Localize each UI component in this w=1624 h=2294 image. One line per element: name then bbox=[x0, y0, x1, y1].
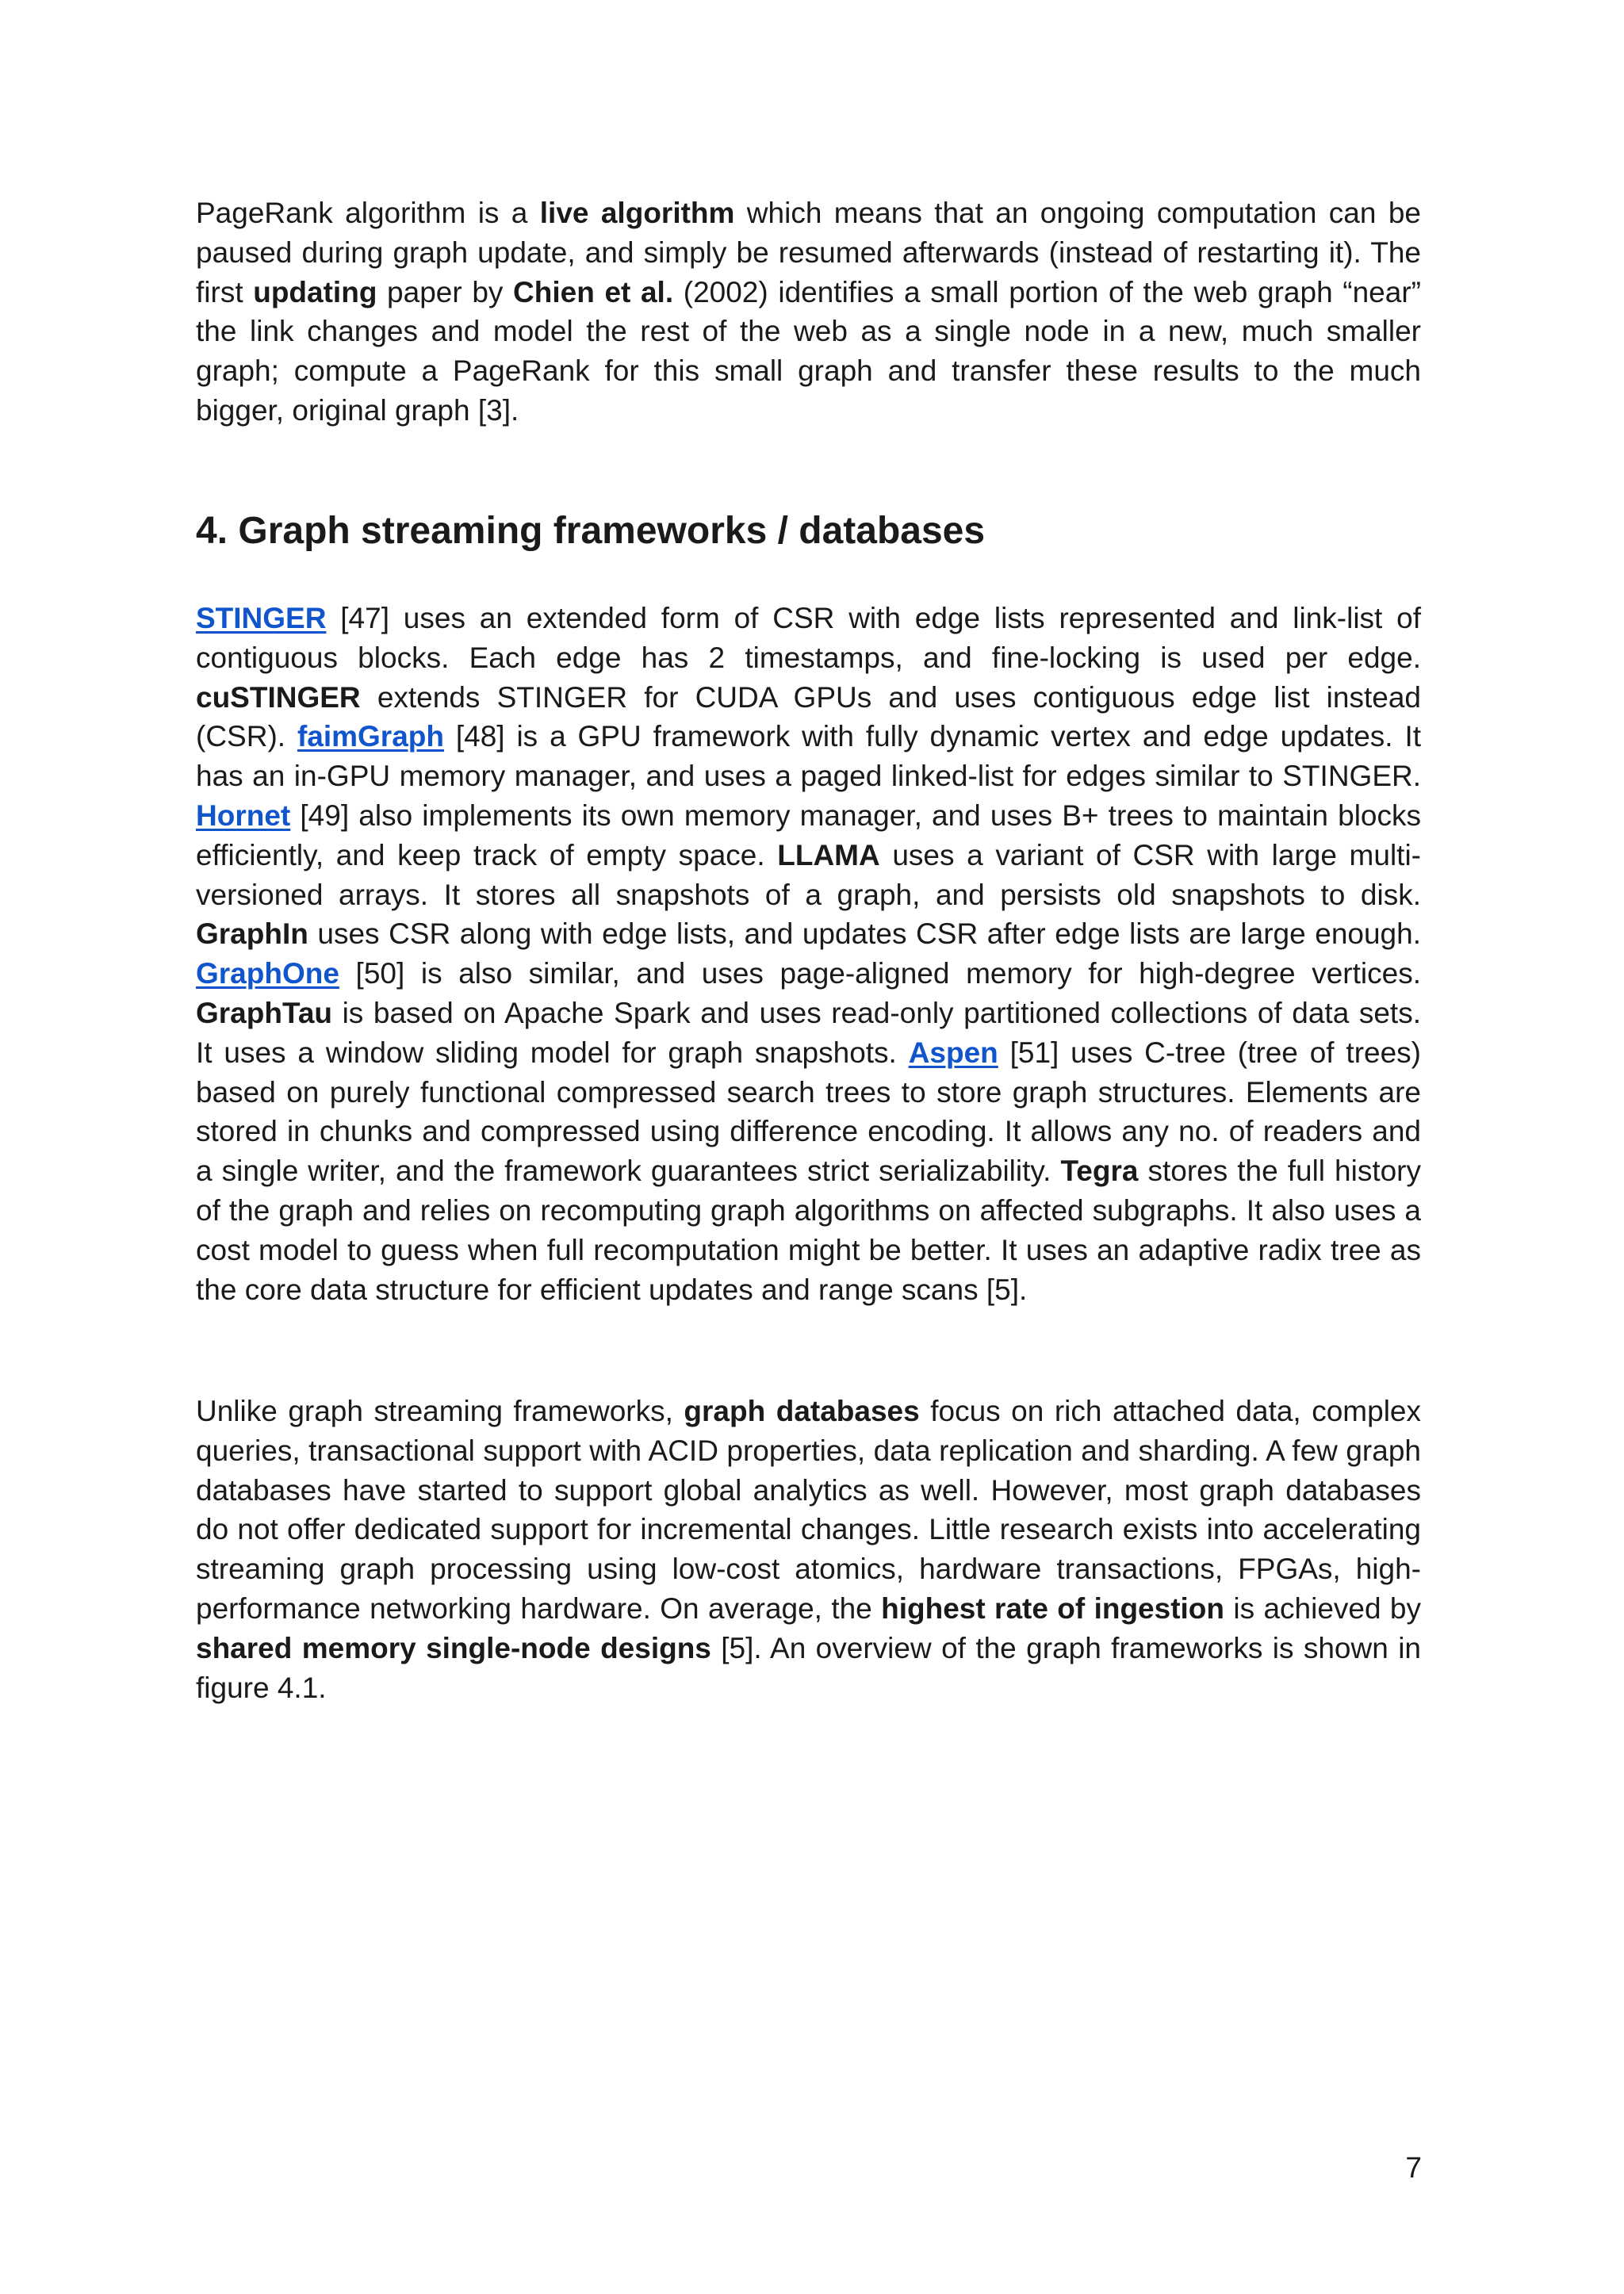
text-run: stores the full history of the graph and relies on recomputing graph algorithms on affected subgraphs. It also uses a cost model to guess when full recomputation might be better. It uses an adaptive radix tree as the core data structure for efficient updates and range scans [5]. bbox=[196, 1155, 1421, 1306]
link-aspen[interactable]: Aspen bbox=[908, 1036, 998, 1069]
section-heading: 4. Graph streaming frameworks / databases bbox=[196, 510, 986, 552]
bold-term-highest-rate: highest rate of ingestion bbox=[881, 1591, 1225, 1625]
paragraph-frameworks bbox=[196, 599, 1421, 1309]
bold-term-graphtau: GraphTau bbox=[196, 996, 332, 1029]
text-run: (2002) identifies a small portion of the web graph “near” the link changes and model the rest of the web as a single node in a new, much smaller graph; compute a PageRank for this small graph and transfer these results to the much bigger, original graph [3]. bbox=[196, 275, 1421, 427]
page-number: 7 bbox=[1405, 2151, 1422, 2184]
text-run: uses CSR along with edge lists, and updates CSR after edge lists are large enough. bbox=[308, 917, 1421, 951]
paragraph-graph-databases bbox=[196, 1392, 1421, 1707]
text-run: uses a variant of CSR with large multi-versioned arrays. It stores all snapshots of a graph, and persists old snapshots to disk. bbox=[196, 838, 1422, 911]
text-run: [51] uses C-tree (tree of trees) based on purely functional compressed search trees to store graph structures. Elements are stored in chunks and compressed using difference encoding. It allows any no. of readers and a single writer, and the framework guarantees strict serializability. bbox=[196, 1036, 1421, 1188]
text-run: [5]. An overview of the graph frameworks is shown in figure 4.1. bbox=[196, 1631, 1421, 1704]
text-run: is achieved by bbox=[1224, 1591, 1422, 1625]
bold-term-chien-et-al: Chien et al. bbox=[513, 275, 674, 308]
text-run: [48] is a GPU framework with fully dynamic vertex and edge updates. It has an in-GPU memory manager, and uses a paged linked-list for edges similar to STINGER. bbox=[196, 720, 1422, 793]
text-run: is based on Apache Spark and uses read-only partitioned collections of data sets. It uses a window sliding model for graph snapshots. bbox=[196, 996, 1421, 1069]
link-faimgraph[interactable]: faimGraph bbox=[297, 720, 444, 753]
link-hornet[interactable]: Hornet bbox=[196, 798, 291, 832]
text-run: which means that an ongoing computation can be paused during graph update, and simply be resumed afterwards (instead of restarting it). The first bbox=[196, 197, 1421, 308]
bold-term-graph-databases: graph databases bbox=[684, 1395, 920, 1427]
text-run: PageRank algorithm is a bbox=[196, 197, 540, 229]
text-run: [47] uses an extended form of CSR with edge lists represented and link-list of contiguous blocks. Each edge has 2 timestamps, and fine-locking is used per edge. bbox=[196, 602, 1421, 674]
bold-term-tegra: Tegra bbox=[1060, 1155, 1139, 1188]
bold-term-llama: LLAMA bbox=[777, 838, 880, 871]
text-run: focus on rich attached data, complex queries, transactional support with ACID properties, data replication and sharding. A few graph databases have started to support global analytics as well. However, most graph databases do not offer dedicated support for incremental changes. Little research exists into accelerating streaming graph processing using low-cost atomics, hardware transactions, FPGAs, high-performance networking hardware. On average, the bbox=[196, 1395, 1421, 1625]
bold-term-custinger: cuSTINGER bbox=[196, 680, 361, 714]
bold-term-live-algorithm: live algorithm bbox=[539, 197, 735, 229]
text-run: extends STINGER for CUDA GPUs and uses contiguous edge list instead (CSR). bbox=[196, 680, 1421, 753]
paragraph-pagerank-live bbox=[196, 193, 1421, 431]
text-run: paper by bbox=[377, 275, 514, 308]
bold-term-graphin: GraphIn bbox=[196, 917, 308, 951]
text-run: [50] is also similar, and uses page-aligned memory for high-degree vertices. bbox=[339, 957, 1421, 990]
bold-term-updating: updating bbox=[253, 275, 377, 308]
text-run: [49] also implements its own memory manager, and uses B+ trees to maintain blocks efficiently, and keep track of empty space. bbox=[196, 798, 1421, 871]
link-stinger[interactable]: STINGER bbox=[196, 602, 327, 634]
bold-term-shared-memory: shared memory single-node designs bbox=[196, 1631, 711, 1664]
link-graphone[interactable]: GraphOne bbox=[196, 957, 339, 990]
text-run: Unlike graph streaming frameworks, bbox=[196, 1395, 684, 1427]
